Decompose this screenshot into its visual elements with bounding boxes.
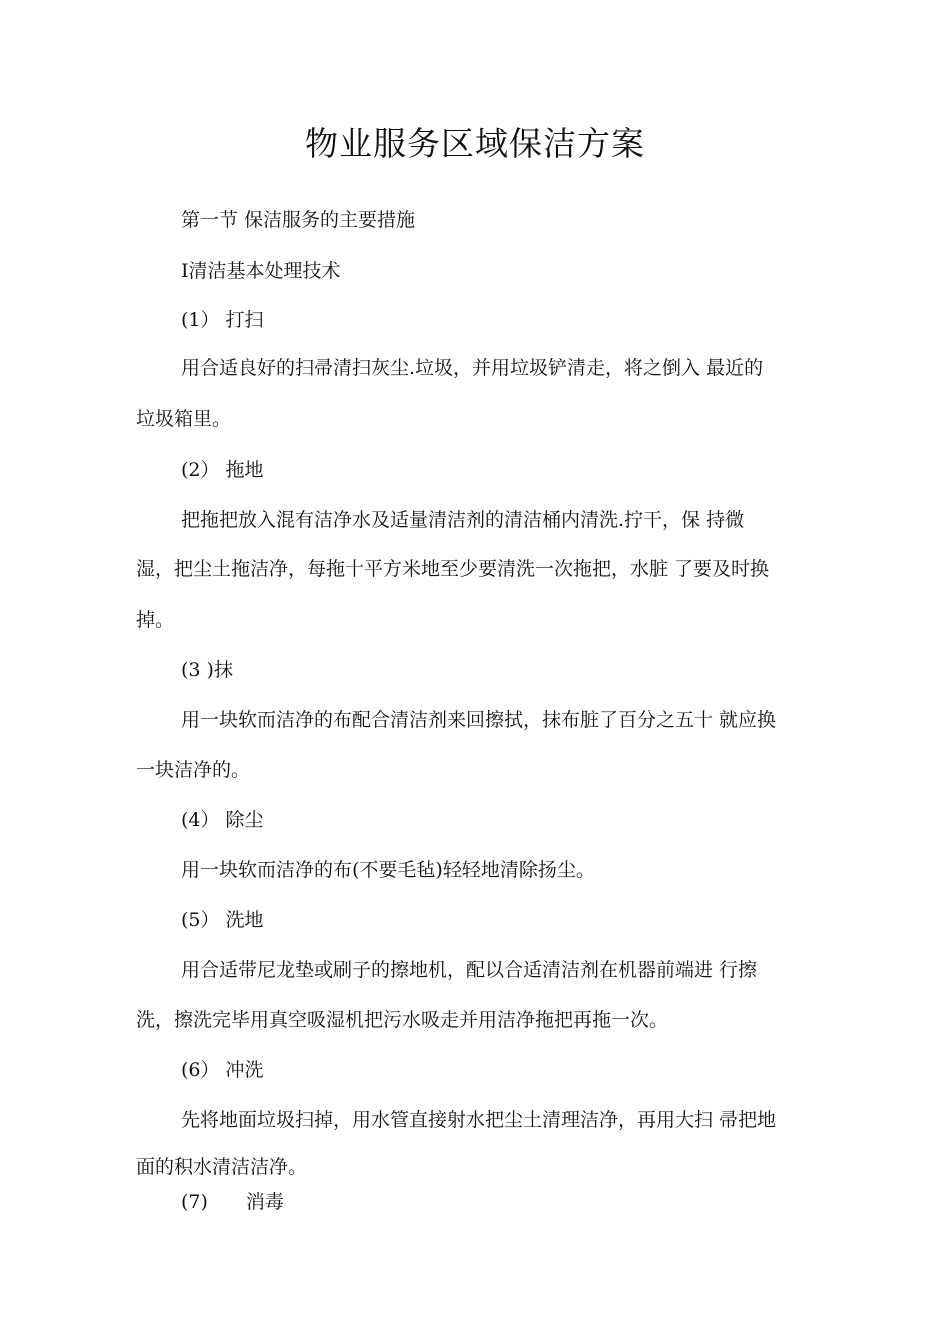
item-body-line: 用合适良好的扫帚清扫灰尘.垃圾，并用垃圾铲清走，将之倒入 最近的 (181, 357, 764, 379)
section-heading: 第一节 保洁服务的主要措施 (181, 209, 416, 231)
document-title: 物业服务区域保洁方案 (305, 124, 645, 163)
item-body-line: 垃圾箱里。 (136, 408, 232, 430)
item-heading-7: (7) 消毒 (181, 1191, 284, 1213)
item-heading-5: (5） 洗地 (181, 909, 264, 931)
subheading: I清洁基本处理技术 (181, 260, 341, 282)
item-heading-2: (2） 拖地 (181, 459, 264, 481)
item-body-line: 湿，把尘土拖洁净，每拖十平方米地至少要清洗一次拖把，水脏 了要及时换 (136, 558, 770, 580)
item-heading-6: (6） 冲洗 (181, 1059, 264, 1081)
item-body-line: 把拖把放入混有洁净水及适量清洁剂的清洁桶内清洗.拧干，保 持微 (181, 509, 745, 531)
item-body-line: 用一块软而洁净的布(不要毛毡)轻轻地清除扬尘。 (181, 859, 595, 881)
item-body-line: 先将地面垃圾扫掉，用水管直接射水把尘土清理洁净，再用大扫 帚把地 (181, 1109, 777, 1131)
item-body-line: 一块洁净的。 (136, 759, 251, 781)
item-heading-4: (4） 除尘 (181, 809, 264, 831)
item-heading-1: (1） 打扫 (181, 309, 264, 331)
item-body-line: 用合适带尼龙垫或刷子的擦地机，配以合适清洁剂在机器前端进 行擦 (181, 959, 758, 981)
item-body-line: 面的积水清洁洁净。 (136, 1156, 308, 1178)
item-body-line: 掉。 (136, 609, 175, 631)
item-heading-3: (3 )抹 (181, 659, 233, 681)
item-body-line: 洗，擦洗完毕用真空吸湿机把污水吸走并用洁净拖把再拖一次。 (136, 1009, 669, 1031)
item-body-line: 用一块软而洁净的布配合清洁剂来回擦拭，抹布脏了百分之五十 就应换 (181, 709, 777, 731)
